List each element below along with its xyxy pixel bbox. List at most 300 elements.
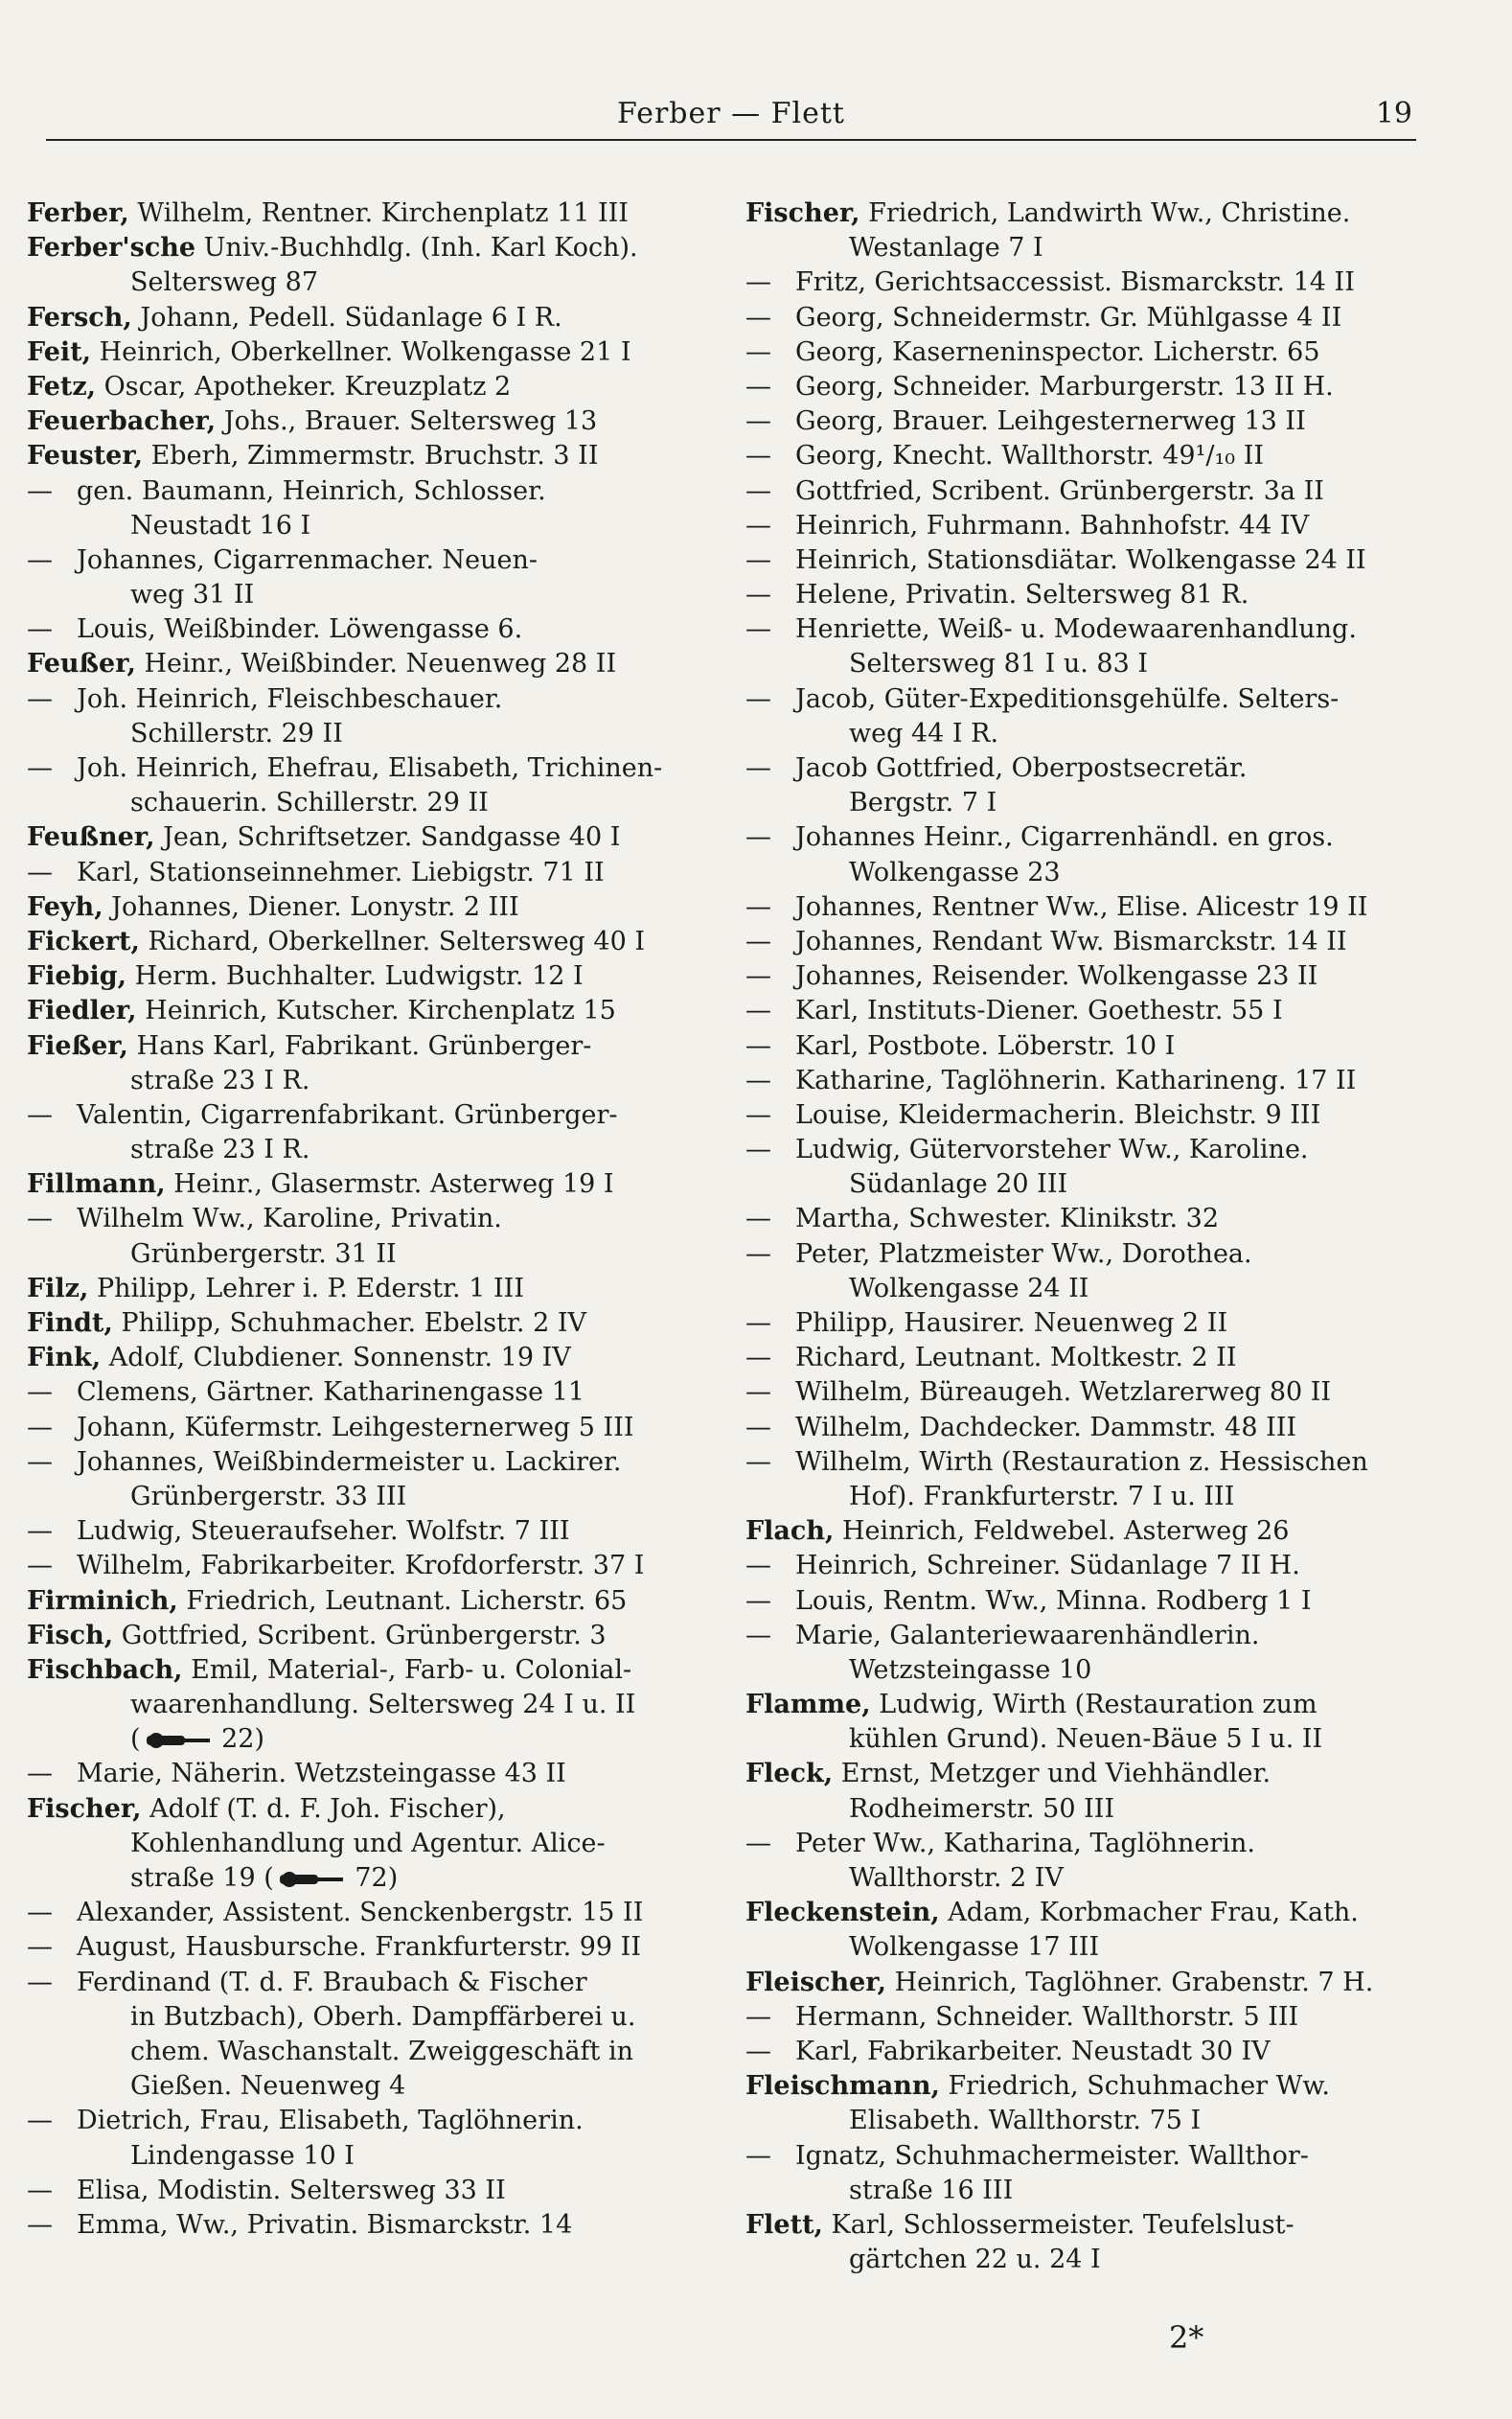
entry-text: Hermann, Schneider. Wallthorstr. 5 III <box>795 2001 1299 2032</box>
ditto-dash: — <box>745 822 771 853</box>
entry-text: Westanlage 7 I <box>849 233 1043 264</box>
ditto-dash: — <box>745 996 771 1026</box>
ditto-dash: — <box>27 683 53 714</box>
entry-text: Wilhelm, Dachdecker. Dammstr. 48 III <box>795 1412 1297 1442</box>
directory-entry-line <box>27 1549 702 1583</box>
entry-text: Wolkengasse 17 III <box>849 1932 1100 1963</box>
directory-entry-line <box>745 2208 1421 2243</box>
directory-entry-line <box>745 196 1421 231</box>
entry-text: Ferdinand (T. d. F. Braubach & Fischer <box>77 1967 587 1997</box>
directory-entry-line <box>27 1722 702 1757</box>
ditto-dash: — <box>745 267 771 298</box>
directory-entry-line <box>745 2035 1421 2069</box>
ditto-dash: — <box>745 580 771 611</box>
entry-text: Wetzsteingasse 10 <box>849 1654 1092 1685</box>
directory-entry-line <box>27 509 702 543</box>
ditto-dash: — <box>27 753 53 783</box>
directory-entry-line <box>27 1341 702 1375</box>
directory-entry-line <box>745 890 1421 925</box>
entry-text: Johann, Küfermstr. Leihgesternerweg 5 III <box>77 1412 634 1442</box>
directory-entry-line <box>27 1619 702 1653</box>
directory-entry-line <box>745 1480 1421 1514</box>
entry-text: Louise, Kleidermacherin. Bleichstr. 9 III <box>795 1099 1321 1130</box>
entry-text: Wilhelm, Wirth (Restauration z. Hessischen <box>795 1446 1368 1477</box>
ditto-dash: — <box>27 2175 53 2205</box>
directory-entry-line <box>27 1480 702 1514</box>
entry-text: Ludwig, Wirth (Restauration zum <box>870 1690 1317 1720</box>
entry-text: August, Hausbursche. Frankfurterstr. 99 II <box>77 1932 642 1963</box>
ditto-dash: — <box>745 406 771 437</box>
entry-text: Hans Karl, Fabrikant. Grünberger- <box>127 1030 592 1061</box>
header-title: Ferber — Flett <box>617 97 845 130</box>
entry-text: Johannes, Weißbindermeister u. Lackirer. <box>77 1446 622 1477</box>
directory-entry-line <box>27 578 702 612</box>
directory-entry-line <box>745 925 1421 959</box>
directory-entry-line <box>745 578 1421 612</box>
entry-text: Georg, Kaserneninspector. Licherstr. 65 <box>795 336 1320 367</box>
ditto-dash: — <box>745 441 771 472</box>
right-column <box>745 196 1421 2277</box>
directory-entry-line <box>27 682 702 717</box>
entry-text: Heinrich, Taglöhner. Grabenstr. 7 H. <box>885 1967 1374 1997</box>
entry-text: Fritz, Gerichtsaccessist. Bismarckstr. 14 II <box>795 267 1355 298</box>
entry-text: Karl, Postbote. Löberstr. 10 I <box>795 1030 1176 1061</box>
entry-text: 72) <box>346 1863 399 1893</box>
entry-surname: Feuster, <box>27 441 144 472</box>
entry-text: Eberh, Zimmermstr. Bruchstr. 3 II <box>143 441 599 472</box>
directory-entry-line <box>745 1827 1421 1861</box>
entry-text: Peter Ww., Katharina, Taglöhnerin. <box>795 1828 1255 1858</box>
entry-text: Elisabeth. Wallthorstr. 75 I <box>849 2106 1202 2136</box>
ditto-dash: — <box>745 2036 771 2066</box>
ditto-dash: — <box>745 544 771 575</box>
directory-entry-line <box>27 543 702 578</box>
entry-surname: Ferber, <box>27 198 129 228</box>
ditto-dash: — <box>27 1516 53 1547</box>
entry-text: Emma, Ww., Privatin. Bismarckstr. 14 <box>77 2209 573 2240</box>
ditto-dash: — <box>27 2209 53 2240</box>
entry-text: Valentin, Cigarrenfabrikant. Grünberger- <box>77 1099 618 1130</box>
entry-surname: Feit, <box>27 336 91 367</box>
entry-text-prefix: ( <box>130 1724 141 1755</box>
directory-entry-line <box>745 856 1421 890</box>
entry-surname: Fickert, <box>27 926 140 956</box>
directory-entry-line <box>27 1757 702 1791</box>
entry-text: Johann, Pedell. Südanlage 6 I R. <box>131 302 562 333</box>
directory-entry-line <box>27 2139 702 2174</box>
directory-entry-line <box>27 994 702 1028</box>
directory-entry-line <box>27 474 702 509</box>
directory-entry-line <box>745 1098 1421 1133</box>
entry-text: Johs., Brauer. Seltersweg 13 <box>216 406 598 437</box>
entry-text: Herm. Buchhalter. Ludwigstr. 12 I <box>126 961 584 992</box>
directory-entry-line <box>745 820 1421 855</box>
directory-entry-line <box>745 1306 1421 1341</box>
entry-surname: Fillmann, <box>27 1169 166 1200</box>
entry-text: kühlen Grund). Neuen-Bäue 5 I u. II <box>849 1724 1323 1755</box>
ditto-dash: — <box>27 475 53 506</box>
directory-entry-line <box>27 1167 702 1202</box>
directory-entry-line <box>745 1930 1421 1965</box>
directory-entry-line <box>27 647 702 681</box>
directory-entry-line <box>745 2069 1421 2104</box>
ditto-dash: — <box>27 1446 53 1477</box>
pointing-hand-icon <box>145 1729 214 1752</box>
directory-entry-line <box>745 1757 1421 1791</box>
entry-text: gärtchen 22 u. 24 I <box>849 2245 1101 2275</box>
directory-entry-line <box>745 1237 1421 1272</box>
entry-surname: Feyh, <box>27 891 103 922</box>
directory-entry-line <box>27 1064 702 1098</box>
directory-entry-line <box>27 301 702 335</box>
directory-entry-line <box>27 265 702 300</box>
sheet-signature: 2* <box>1169 2319 1204 2356</box>
entry-text: Georg, Brauer. Leihgesternerweg 13 II <box>795 406 1306 437</box>
entry-text: Georg, Knecht. Wallthorstr. 49¹/₁₀ II <box>795 441 1265 472</box>
entry-text: Schillerstr. 29 II <box>130 718 343 749</box>
directory-entry-line <box>745 682 1421 717</box>
directory-entry-line <box>27 1584 702 1619</box>
directory-entry-line <box>27 2069 702 2104</box>
directory-entry-line <box>745 1896 1421 1930</box>
directory-entry-line <box>27 1966 702 2000</box>
directory-entry-line <box>745 335 1421 370</box>
directory-entry-line <box>27 612 702 647</box>
ditto-dash: — <box>745 475 771 506</box>
entry-text: Heinrich, Stationsdiätar. Wolkengasse 24 II <box>795 544 1366 575</box>
entry-surname: Flach, <box>745 1516 835 1547</box>
directory-entry-line <box>27 1098 702 1133</box>
directory-entry-line <box>745 1341 1421 1375</box>
entry-text: Friedrich, Schuhmacher Ww. <box>939 2071 1330 2102</box>
entry-text: Ludwig, Gütervorsteher Ww., Karoline. <box>795 1135 1309 1165</box>
entry-text: Univ.-Buchhdlg. (Inh. Karl Koch). <box>195 233 638 264</box>
directory-entry-line <box>27 1688 702 1722</box>
ditto-dash: — <box>745 961 771 992</box>
entry-text: Südanlage 20 III <box>849 1169 1068 1200</box>
directory-entry-line <box>745 474 1421 509</box>
entry-text: 22) <box>213 1724 265 1755</box>
directory-entry-line <box>27 1445 702 1480</box>
pointing-hand-icon <box>278 1868 347 1891</box>
ditto-dash: — <box>745 371 771 402</box>
directory-entry-line <box>745 1411 1421 1445</box>
ditto-dash: — <box>745 1343 771 1373</box>
entry-text: Heinrich, Schreiner. Südanlage 7 II H. <box>795 1551 1300 1581</box>
ditto-dash: — <box>745 614 771 645</box>
ditto-dash: — <box>745 2001 771 2032</box>
ditto-dash: — <box>27 1377 53 1408</box>
directory-entry-line <box>745 1514 1421 1549</box>
entry-text: Wilhelm, Büreaugeh. Wetzlarerweg 80 II <box>795 1377 1332 1408</box>
entry-text: in Butzbach), Oberh. Dampffärberei u. <box>130 2001 636 2032</box>
entry-text: Louis, Weißbinder. Löwengasse 6. <box>77 614 523 645</box>
directory-entry-line <box>745 265 1421 300</box>
directory-entry-line <box>27 196 702 231</box>
entry-text: Elisa, Modistin. Seltersweg 33 II <box>77 2175 506 2205</box>
directory-entry-line <box>27 2035 702 2069</box>
directory-entry-line <box>745 994 1421 1028</box>
ditto-dash: — <box>27 1759 53 1789</box>
ditto-dash: — <box>27 544 53 575</box>
ditto-dash: — <box>27 2106 53 2136</box>
entry-text: Dietrich, Frau, Elisabeth, Taglöhnerin. <box>77 2106 584 2136</box>
entry-text: Georg, Schneider. Marburgerstr. 13 II H. <box>795 371 1334 402</box>
entry-text: Heinrich, Fuhrmann. Bahnhofstr. 44 IV <box>795 510 1310 541</box>
entry-surname: Fetz, <box>27 371 97 402</box>
directory-entry-line <box>745 1584 1421 1619</box>
entry-surname: Fleckenstein, <box>745 1898 940 1928</box>
directory-entry-line <box>745 1064 1421 1098</box>
entry-text: Adolf, Clubdiener. Sonnenstr. 19 IV <box>101 1343 571 1373</box>
ditto-dash: — <box>27 1099 53 1130</box>
directory-entry-line <box>745 1688 1421 1722</box>
directory-entry-line <box>745 370 1421 404</box>
directory-entry-line <box>27 2000 702 2035</box>
ditto-dash: — <box>745 510 771 541</box>
entry-text: Ernst, Metzger und Viehhändler. <box>833 1759 1271 1789</box>
entry-text: Katharine, Taglöhnerin. Katharineng. 17 II <box>795 1065 1357 1095</box>
ditto-dash: — <box>745 336 771 367</box>
ditto-dash: — <box>27 1551 53 1581</box>
directory-entry-line <box>27 890 702 925</box>
entry-surname: Fink, <box>27 1343 102 1373</box>
directory-entry-line <box>27 1202 702 1236</box>
directory-entry-line <box>745 1619 1421 1653</box>
directory-entry-line <box>745 231 1421 265</box>
entry-text: Heinrich, Oberkellner. Wolkengasse 21 I <box>91 336 631 367</box>
directory-entry-line <box>745 1202 1421 1236</box>
ditto-dash: — <box>745 891 771 922</box>
entry-text: Emil, Material-, Farb- u. Colonial- <box>182 1654 632 1685</box>
directory-entry-line <box>745 959 1421 994</box>
entry-text: Philipp, Lehrer i. P. Ederstr. 1 III <box>88 1273 524 1303</box>
ditto-dash: — <box>745 1308 771 1338</box>
entry-text: Karl, Stationseinnehmer. Liebigstr. 71 II <box>77 857 605 887</box>
entry-text: Friedrich, Leutnant. Licherstr. 65 <box>177 1585 628 1616</box>
entry-surname: Fiebig, <box>27 961 127 992</box>
directory-entry-line <box>27 1896 702 1930</box>
entry-text: chem. Waschanstalt. Zweiggeschäft in <box>130 2036 634 2066</box>
entry-text: Philipp, Hausirer. Neuenweg 2 II <box>795 1308 1228 1338</box>
directory-entry-line <box>745 1792 1421 1827</box>
directory-entry-line <box>27 439 702 473</box>
entry-surname: Feuerbacher, <box>27 406 217 437</box>
directory-entry-line <box>745 2139 1421 2174</box>
entry-text: Gottfried, Scribent. Grünbergerstr. 3a II <box>795 475 1324 506</box>
entry-text: Jean, Schriftsetzer. Sandgasse 40 I <box>154 822 621 853</box>
directory-entry-line <box>27 1861 702 1896</box>
entry-surname: Fisch, <box>27 1620 114 1650</box>
ditto-dash: — <box>745 1238 771 1269</box>
ditto-dash: — <box>745 1620 771 1650</box>
ditto-dash: — <box>745 1446 771 1477</box>
entry-surname: Fleischmann, <box>745 2071 940 2102</box>
directory-entry-line <box>27 1411 702 1445</box>
ditto-dash: — <box>745 1551 771 1581</box>
running-header <box>46 91 1416 141</box>
entry-text: Adolf (T. d. F. Joh. Fischer), <box>141 1793 506 1824</box>
ditto-dash: — <box>27 1967 53 1997</box>
entry-text: straße 23 I R. <box>130 1065 310 1095</box>
entry-text: Richard, Leutnant. Moltkestr. 2 II <box>795 1343 1237 1373</box>
directory-entry-line <box>27 786 702 820</box>
directory-entry-line <box>745 1133 1421 1167</box>
ditto-dash: — <box>745 753 771 783</box>
entry-text: straße 23 I R. <box>130 1135 310 1165</box>
entry-text: Wallthorstr. 2 IV <box>849 1863 1064 1893</box>
directory-entry-line <box>27 959 702 994</box>
left-column <box>27 196 702 2243</box>
entry-text: Kohlenhandlung und Agentur. Alice- <box>130 1828 606 1858</box>
entry-text: Heinrich, Kutscher. Kirchenplatz 15 <box>136 996 616 1026</box>
directory-entry-line <box>27 1827 702 1861</box>
entry-text: Johannes Heinr., Cigarrenhändl. en gros. <box>795 822 1334 853</box>
entry-text: Johannes, Rentner Ww., Elise. Alicestr 19 II <box>795 891 1368 922</box>
ditto-dash: — <box>745 1585 771 1616</box>
entry-text: Johannes, Diener. Lonystr. 2 III <box>103 891 519 922</box>
directory-entry-line <box>745 1029 1421 1064</box>
entry-surname: Ferber'sche <box>27 233 196 264</box>
ditto-dash: — <box>27 1898 53 1928</box>
ditto-dash: — <box>745 683 771 714</box>
entry-text: Johannes, Reisender. Wolkengasse 23 II <box>795 961 1318 992</box>
entry-text: Martha, Schwester. Klinikstr. 32 <box>795 1204 1220 1234</box>
directory-entry-line <box>745 543 1421 578</box>
directory-entry-line <box>745 2243 1421 2277</box>
entry-surname: Filz, <box>27 1273 89 1303</box>
ditto-dash: — <box>745 1377 771 1408</box>
directory-entry-line <box>27 1930 702 1965</box>
directory-entry-line <box>27 1514 702 1549</box>
directory-entry-line <box>745 751 1421 786</box>
page-number: 19 <box>1375 97 1412 130</box>
entry-text: Henriette, Weiß- u. Modewaarenhandlung. <box>795 614 1357 645</box>
entry-text: Wolkengasse 23 <box>849 857 1061 887</box>
entry-text: Heinrich, Feldwebel. Asterweg 26 <box>834 1516 1290 1547</box>
entry-surname: Feußer, <box>27 649 136 680</box>
directory-entry-line <box>27 335 702 370</box>
entry-surname: Findt, <box>27 1308 113 1338</box>
entry-text: Ignatz, Schuhmachermeister. Wallthor- <box>795 2140 1309 2171</box>
directory-entry-line <box>745 301 1421 335</box>
entry-text: Gottfried, Scribent. Grünbergerstr. 3 <box>113 1620 607 1650</box>
ditto-dash: — <box>27 1204 53 1234</box>
entry-text: Adam, Korbmacher Frau, Kath. <box>939 1898 1359 1928</box>
entry-surname: Fersch, <box>27 302 132 333</box>
entry-text: Marie, Galanteriewaarenhändlerin. <box>795 1620 1260 1650</box>
ditto-dash: — <box>27 1932 53 1963</box>
ditto-dash: — <box>27 614 53 645</box>
entry-text: Peter, Platzmeister Ww., Dorothea. <box>795 1238 1252 1269</box>
entry-text: weg 31 II <box>130 580 255 611</box>
directory-entry-line <box>745 612 1421 647</box>
directory-entry-line <box>745 1861 1421 1896</box>
ditto-dash: — <box>745 926 771 956</box>
entry-text: Louis, Rentm. Ww., Minna. Rodberg 1 I <box>795 1585 1312 1616</box>
entry-text: Alexander, Assistent. Senckenbergstr. 15 II <box>77 1898 644 1928</box>
directory-entry-line <box>745 404 1421 439</box>
entry-surname: Flett, <box>745 2209 823 2240</box>
directory-entry-line <box>745 1722 1421 1757</box>
ditto-dash: — <box>745 1030 771 1061</box>
ditto-dash: — <box>745 2140 771 2171</box>
ditto-dash: — <box>745 1099 771 1130</box>
entry-text: Karl, Schlossermeister. Teufelslust- <box>822 2209 1294 2240</box>
directory-entry-line <box>745 1445 1421 1480</box>
directory-entry-line <box>745 1167 1421 1202</box>
entry-text: Heinr., Weißbinder. Neuenweg 28 II <box>135 649 617 680</box>
directory-entry-line <box>745 1653 1421 1688</box>
entry-text-prefix: straße 19 ( <box>130 1863 274 1893</box>
ditto-dash: — <box>27 857 53 887</box>
entry-text: Johannes, Rendant Ww. Bismarckstr. 14 II <box>795 926 1347 956</box>
directory-entry-line <box>27 925 702 959</box>
entry-text: Grünbergerstr. 33 III <box>130 1481 407 1511</box>
directory-entry-line <box>27 1653 702 1688</box>
directory-entry-line <box>27 1237 702 1272</box>
entry-surname: Fischer, <box>27 1793 142 1824</box>
entry-text: Seltersweg 87 <box>130 267 319 298</box>
directory-entry-line <box>27 231 702 265</box>
entry-text: Richard, Oberkellner. Seltersweg 40 I <box>139 926 646 956</box>
entry-surname: Fiedler, <box>27 996 137 1026</box>
entry-text: Philipp, Schuhmacher. Ebelstr. 2 IV <box>112 1308 587 1338</box>
directory-entry-line <box>745 2000 1421 2035</box>
entry-text: Wilhelm Ww., Karoline, Privatin. <box>77 1204 502 1234</box>
directory-entry-line <box>745 439 1421 473</box>
directory-entry-line <box>745 786 1421 820</box>
ditto-dash: — <box>745 1135 771 1165</box>
directory-entry-line <box>27 2174 702 2208</box>
entry-text: Gießen. Neuenweg 4 <box>130 2071 406 2102</box>
directory-entry-line <box>27 820 702 855</box>
ditto-dash: — <box>745 1065 771 1095</box>
entry-text: Lindengasse 10 I <box>130 2140 355 2171</box>
directory-entry-line <box>745 2174 1421 2208</box>
entry-text: Clemens, Gärtner. Katharinengasse 11 <box>77 1377 585 1408</box>
directory-entry-line <box>27 404 702 439</box>
directory-entry-line <box>27 751 702 786</box>
directory-entry-line <box>27 717 702 751</box>
directory-entry-line <box>27 1306 702 1341</box>
entry-surname: Fleischer, <box>745 1967 886 1997</box>
entry-surname: Feußner, <box>27 822 155 853</box>
entry-text: Helene, Privatin. Seltersweg 81 R. <box>795 580 1249 611</box>
entry-text: Karl, Instituts-Diener. Goethestr. 55 I <box>795 996 1283 1026</box>
directory-entry-line <box>27 1375 702 1410</box>
entry-text: straße 16 III <box>849 2175 1014 2205</box>
entry-text: Jacob, Güter-Expeditionsgehülfe. Selters- <box>795 683 1340 714</box>
entry-text: Johannes, Cigarrenmacher. Neuen- <box>77 544 538 575</box>
entry-surname: Fleck, <box>745 1759 834 1789</box>
entry-text: Oscar, Apotheker. Kreuzplatz 2 <box>96 371 512 402</box>
entry-text: Heinr., Glasermstr. Asterweg 19 I <box>165 1169 614 1200</box>
directory-entry-line <box>745 1272 1421 1306</box>
entry-text: waarenhandlung. Seltersweg 24 I u. II <box>130 1690 636 1720</box>
ditto-dash: — <box>745 1412 771 1442</box>
entry-text: Ludwig, Steueraufseher. Wolfstr. 7 III <box>77 1516 570 1547</box>
entry-surname: Flamme, <box>745 1690 871 1720</box>
entry-surname: Fischbach, <box>27 1654 183 1685</box>
entry-text: Seltersweg 81 I u. 83 I <box>849 649 1149 680</box>
entry-text: Karl, Fabrikarbeiter. Neustadt 30 IV <box>795 2036 1271 2066</box>
directory-entry-line <box>27 2208 702 2243</box>
entry-text: Marie, Näherin. Wetzsteingasse 43 II <box>77 1759 566 1789</box>
header-rule <box>46 139 1416 141</box>
directory-entry-line <box>27 856 702 890</box>
entry-text: Rodheimerstr. 50 III <box>849 1793 1115 1824</box>
